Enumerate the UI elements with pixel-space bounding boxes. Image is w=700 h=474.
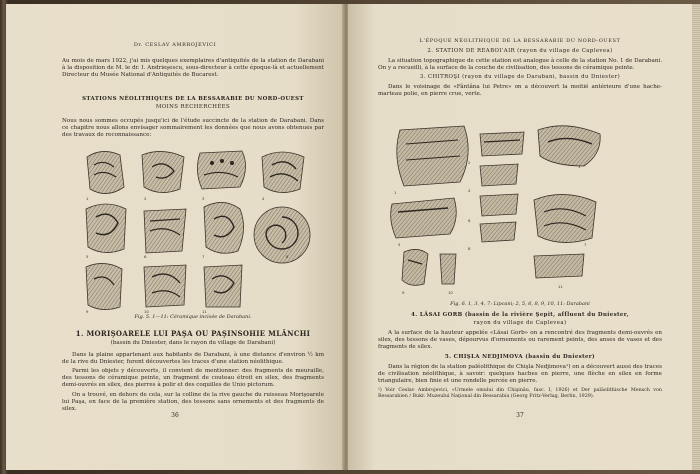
left-intro-paragraph: Au mois de mars 1922, j'ai mis quelques exemplaires d'antiquités de la station de Darabani à la disposition de M. le dr. I. Andrieşescu, sous-directeur à cette époque-là et actuellement Directeur du Musée National d'Antiquités de Bucarest. xyxy=(62,58,324,79)
right-fig-num-5: 5 xyxy=(398,242,401,247)
right-figure-caption: Fig. 6. 1, 3, 4, 7: Lipcani; 2, 5, 6, 8, 9, 10, 11: Darabani xyxy=(450,301,590,307)
left-section-paragraph: Nous nous sommes occupés jusqu'ici de l'étude succincte de la station de Darabani. Dans ce chapitre nous allons envisager sommairement les données que nous avons obtenues par des travaux de reconnaissance: xyxy=(62,118,324,139)
right-fig-num-3: 3 xyxy=(578,164,581,169)
right-paragraph-3: Dans le voisinage de «Fântâna lui Petre» on a découvert la moitié antérieure d'une hache-marteau polie, en pierre crue, verte. xyxy=(378,84,662,98)
right-sherd-7 xyxy=(534,194,596,242)
right-heading-3: 3. CHITROŞI (rayon du village de Darabani, bassin du Dniester) xyxy=(419,74,621,80)
right-page xyxy=(348,4,692,470)
sherd-8 xyxy=(254,207,310,263)
right-fig-num-11: 11 xyxy=(558,284,563,289)
left-section-subtitle: MOINS RECHERCHÉES xyxy=(155,104,231,110)
left-fig-num-6: 6 xyxy=(144,254,147,259)
sherd-3 xyxy=(197,151,245,189)
left-fig-num-9: 9 xyxy=(86,309,89,314)
sherd-1 xyxy=(87,151,124,193)
right-paragraph-4: A la surface de la hauteur appelée «Lăsai Gorb» on a rencontré des fragments demi-ouvrés en silex, des tessons de vases, dépourvus d'ornements ou rarement peints, des anses de vases et des fragments de silex. xyxy=(378,330,662,351)
left-page-number: 36 xyxy=(171,412,179,419)
left-figure-ceramics xyxy=(82,147,312,315)
sherd-7 xyxy=(204,202,244,253)
left-heading-1-sub: (bassin du Dniester, dans le rayon du village de Darabani) xyxy=(110,340,276,346)
right-sherd-2 xyxy=(480,132,524,156)
sherd-11 xyxy=(204,265,242,307)
left-running-head: Dr. CESLAV AMBROJEVICI xyxy=(133,42,217,48)
left-paragraph-3: On a trouvé, en dehors de cela, sur la colline de la rive gauche du ruisseau Morişoarele lui Paşa, en face de la première station, des tessons sans ornements et des fragments de silex. xyxy=(62,392,324,413)
right-figure-ceramics xyxy=(384,104,646,300)
sherd-9 xyxy=(86,263,122,309)
left-fig-num-3: 3 xyxy=(202,196,205,201)
right-page-number: 37 xyxy=(516,412,524,419)
right-fig-num-8: 8 xyxy=(468,246,471,251)
right-fig-num-10: 10 xyxy=(448,290,453,295)
page-stack-edge xyxy=(692,4,700,470)
right-heading-4-sub: rayon du village de Capleveа) xyxy=(473,320,567,326)
sherd-10 xyxy=(144,265,186,307)
left-fig-num-11: 11 xyxy=(202,309,207,314)
sherd-6 xyxy=(144,209,186,253)
right-fig-num-7: 7 xyxy=(584,242,587,247)
right-fig-num-1: 1 xyxy=(394,190,397,195)
left-paragraph-1: Dans la plaine appartenant aux habitants de Darabani, à une distance d'environ ½ km de la rive du Dniester, furent découvertes les traces d'une station néolithique. xyxy=(62,352,324,366)
right-heading-2: 2. STATION DE REABOI'AIR (rayon du village de Capleveа) xyxy=(427,48,613,54)
right-fig-num-4: 4 xyxy=(468,188,471,193)
right-sherd-11 xyxy=(534,254,584,278)
right-paragraph-5: Dans la région de la station paléolithique de Chişla Nedjimova¹) on a découvert aussi des traces de civilisation néolithique, à savoir: quelques haches en pierre, une flèche en silex en forme triangulaire, bien finie et une rondelle percée en pierre. xyxy=(378,364,662,385)
sherd-4 xyxy=(262,152,304,193)
left-figure-caption: Fig. 5. 1—11: Céramique incisée de Darabani. xyxy=(134,314,252,320)
right-fig-num-9: 9 xyxy=(402,290,405,295)
right-running-head: L'ÉPOQUE NÉOLITHIQUE DE LA BESSARABIE DU NORD-OUEST xyxy=(419,38,621,44)
right-sherd-4 xyxy=(480,164,518,186)
right-sherd-8 xyxy=(480,222,516,242)
right-sherd-10 xyxy=(440,254,456,284)
right-sherd-1 xyxy=(397,126,471,186)
left-heading-1: 1. MORIŞOARELE LUI PAŞA OU PAŞINSOHIE MLĂNCHI xyxy=(75,329,311,338)
left-page xyxy=(6,4,344,470)
sherd-2 xyxy=(142,151,184,192)
left-fig-num-5: 5 xyxy=(86,254,89,259)
right-fig-num-6: 6 xyxy=(468,218,471,223)
right-sherd-6 xyxy=(480,194,518,216)
right-footnote: ¹) Voir Ceslav Ambrojevici, «Urmele omului din Chişinău, fasc. I, 1926) et Der paläolithische Mensch von Bessarabien / Bukr. Muzeului Naţional din Bessarabia (Georg Fritz-Verlag, Berlin, 1929). xyxy=(378,388,662,399)
left-fig-num-7: 7 xyxy=(202,254,205,259)
left-fig-num-4: 4 xyxy=(262,196,265,201)
right-sherd-9 xyxy=(402,249,428,285)
left-paragraph-2: Parmi les objets y découverts, il convient de mentionner: des fragments de meuraille, des tessons de céramique peinte, un fragment de couteau étroit en silex, des fragments demi-ouvrés en silex, des pierres à polir et des coquilles de Unio pictorum. xyxy=(62,368,324,389)
right-fig-num-2: 2 xyxy=(468,160,471,165)
right-sherd-5 xyxy=(391,198,457,238)
left-fig-num-2: 2 xyxy=(144,196,147,201)
right-sherd-3 xyxy=(538,126,600,166)
right-paragraph-2: La situation topographique de cette station est analogue à celle de la station No. 1 de Darabani. On y a recueilli, à la surface de la couche de civilisation, des tessons de céramique peinte. xyxy=(378,58,662,72)
left-fig-num-1: 1 xyxy=(86,196,89,201)
left-fig-num-10: 10 xyxy=(144,309,149,314)
right-heading-5: 5. CHIŞLA NEDJIMOVA (bassin du Dniester) xyxy=(444,354,596,360)
right-heading-4: 4. LĂSAI GORB (bassin de la rivière Şepit, affluent du Dniester, xyxy=(411,312,629,318)
left-fig-num-8: 8 xyxy=(286,254,289,259)
sherd-5 xyxy=(86,204,126,253)
left-section-title: STATIONS NÉOLITHIQUES DE LA BESSARABIE DU NORD-OUEST xyxy=(82,96,304,102)
